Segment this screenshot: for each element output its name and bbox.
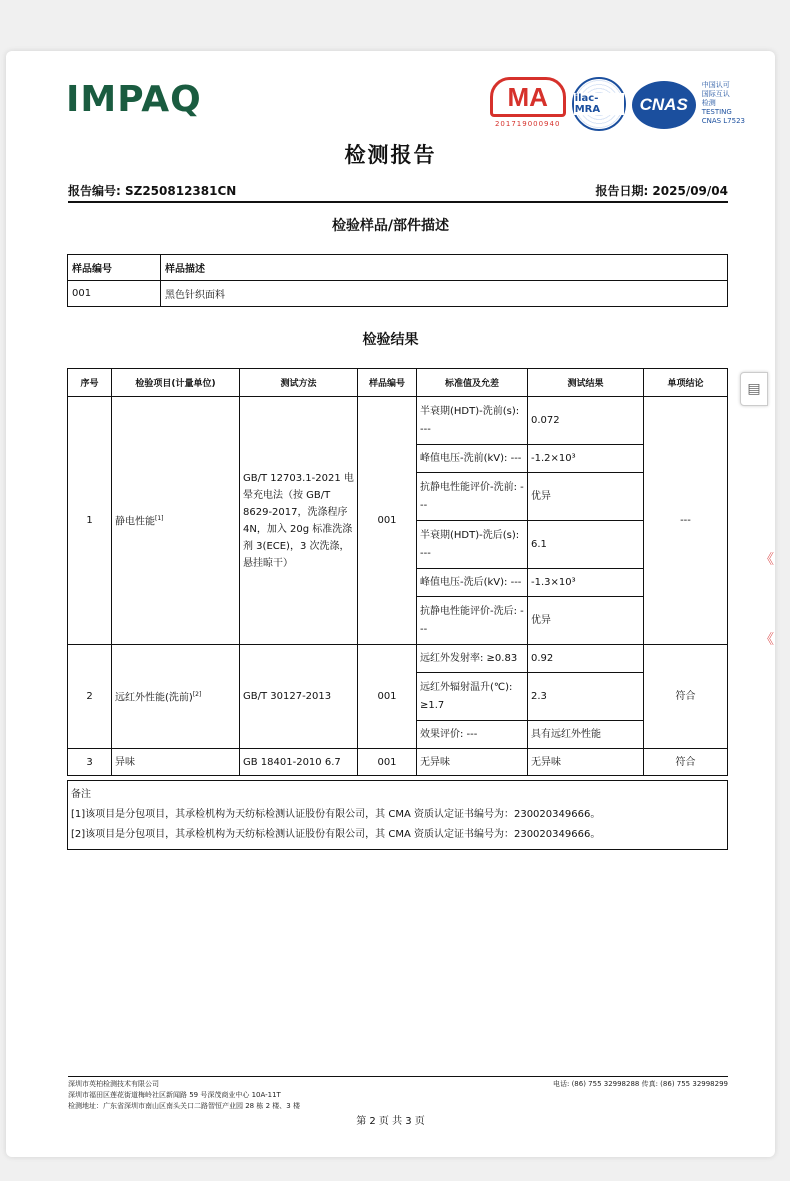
results-table: [67, 368, 728, 776]
notes-table: [67, 780, 728, 850]
table-row: 001 黑色针织面料: [68, 281, 728, 307]
note-line: [2]该项目是分包项目，其承检机构为天纺标检测认证股份有限公司，其 CMA 资质认定证书编号为：230020349666。: [71, 829, 601, 840]
table-row: 1 静电性能[1] GB/T 12703.1-2021 电晕充电法（按 GB/T 8629-2017，洗涤程序 4N，加入 20g 标准洗涤剂 3(ECE)，3 次洗涤，悬挂晾干） 001 半衰期(HDT)-洗前(s): --- 0.072 ---: [68, 397, 728, 445]
sample-table: [67, 254, 728, 307]
col-header-standard: 标准值及允差: [417, 369, 528, 397]
footer-company: 深圳市英柏检测技术有限公司: [68, 1080, 159, 1088]
report-meta: [68, 182, 728, 203]
col-header-method: 测试方法: [240, 369, 358, 397]
table-row: 峰值电压-洗前(kV): --- -1.2×10³: [68, 445, 728, 473]
report-number: 报告编号: SZ250812381CN: [68, 184, 237, 198]
footer-contact: 电话: (86) 755 32998288 传真: (86) 755 32998299: [552, 1080, 728, 1088]
cma-logo-icon: MA: [490, 77, 566, 117]
sample-header-id: 样品编号: [68, 255, 161, 281]
impaq-logo: IMPAQ: [66, 79, 202, 120]
sample-header-desc: 样品描述: [161, 255, 728, 281]
footer-address: 深圳市福田区莲花街道梅岭社区新闻路 59 号深茂商业中心 10A-11T: [68, 1091, 281, 1099]
table-row: 2 远红外性能(洗前)[2] GB/T 30127-2013 001 远红外发射率: ≥0.83 0.92 符合: [68, 645, 728, 673]
table-row: 半衰期(HDT)-洗后(s): --- 6.1: [68, 521, 728, 569]
table-row: 抗静电性能评价-洗后: --- 优异: [68, 597, 728, 645]
notes-title: 备注: [71, 789, 91, 800]
col-header-result: 测试结果: [528, 369, 644, 397]
col-header-sample: 样品编号: [358, 369, 417, 397]
col-header-conclusion: 单项结论: [644, 369, 728, 397]
report-title: 检测报告: [344, 143, 437, 167]
results-section-title: 检验结果: [362, 332, 419, 348]
col-header-item: 检验项目(计量单位): [112, 369, 240, 397]
page-footer: [68, 1076, 728, 1112]
col-header-no: 序号: [68, 369, 112, 397]
cnas-text: 中国认可 国际互认 检测 TESTING CNAS L7523: [701, 81, 745, 125]
report-date: 报告日期: 2025/09/04: [595, 184, 728, 198]
table-row: 3 异味 GB 18401-2010 6.7 001 无异味 无异味 符合: [68, 749, 728, 776]
table-row: 远红外辐射温升(℃): ≥1.7 2.3: [68, 673, 728, 721]
page-number: 第 2 页 共 3 页: [356, 1116, 425, 1127]
ilac-mra-icon: ilac-MRA: [572, 77, 626, 131]
report-page: [6, 51, 775, 1157]
certification-marks: [490, 77, 745, 131]
cma-mark: [490, 77, 566, 128]
sample-section-title: 检验样品/部件描述: [331, 218, 450, 234]
note-line: [1]该项目是分包项目，其承检机构为天纺标检测认证股份有限公司，其 CMA 资质认定证书编号为：230020349666。: [71, 809, 601, 820]
stamp-edge-icon: 《 《: [760, 552, 774, 648]
footer-lab-address: 检测地址：广东省深圳市南山区南头关口二路智恒产业园 28 栋 2 楼、3 楼: [68, 1102, 300, 1110]
side-toolbar-icon[interactable]: ▤: [740, 372, 768, 406]
cnas-logo-icon: CNAS: [632, 81, 696, 129]
table-row: 效果评价: --- 具有远红外性能: [68, 721, 728, 749]
table-row: 抗静电性能评价-洗前: --- 优异: [68, 473, 728, 521]
cma-number: 201719000940: [494, 120, 561, 128]
table-row: 峰值电压-洗后(kV): --- -1.3×10³: [68, 569, 728, 597]
